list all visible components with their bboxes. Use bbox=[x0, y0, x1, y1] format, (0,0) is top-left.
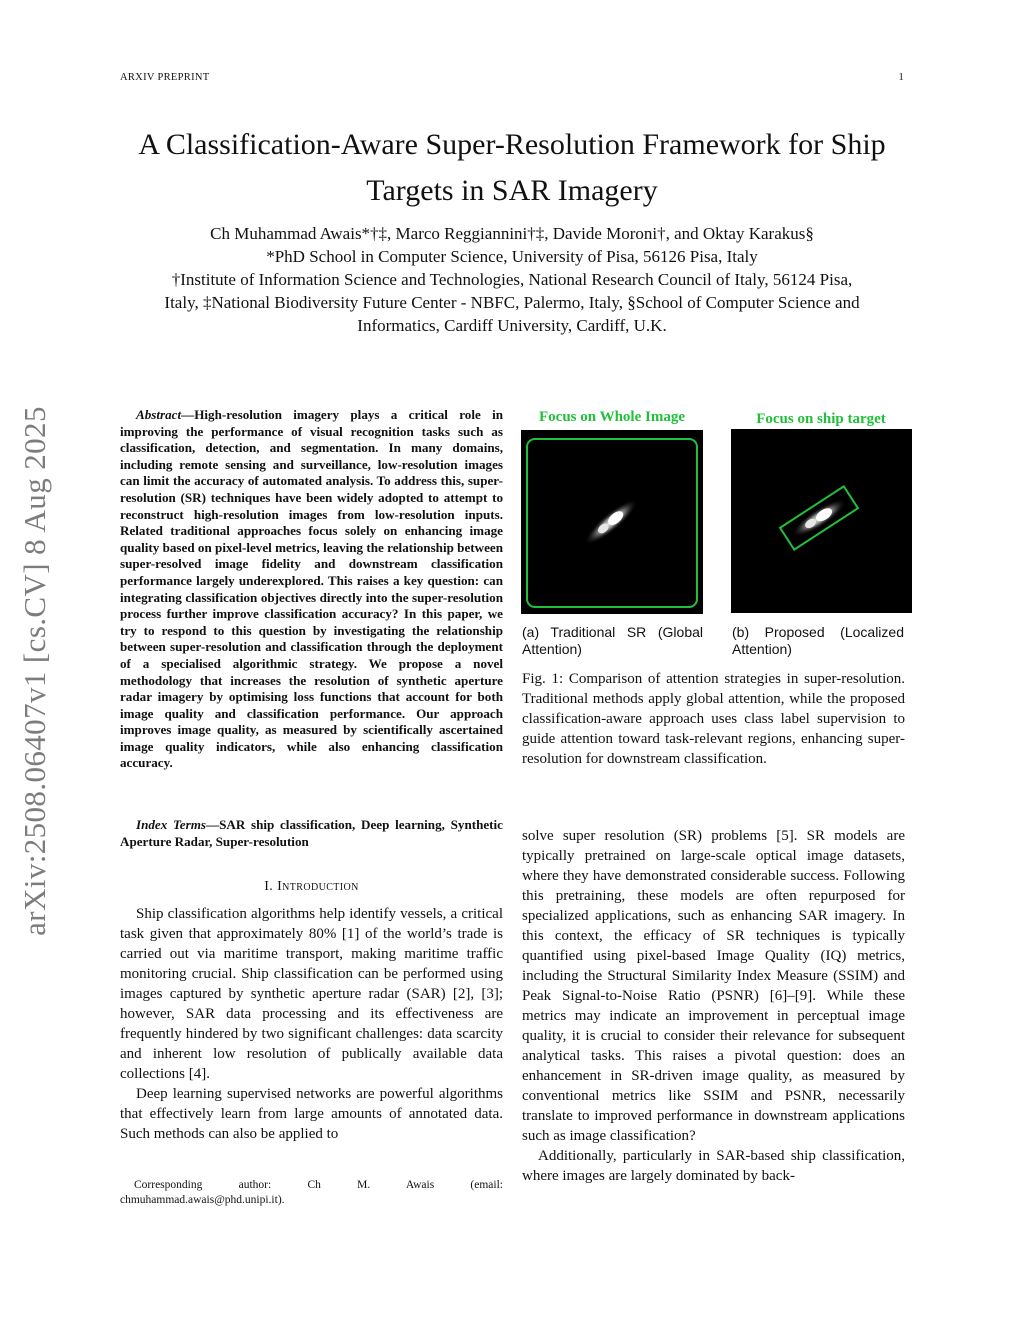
running-title: ARXIV PREPRINT bbox=[120, 72, 210, 83]
paragraph: Ship classification algorithms help identify vessels, a critical task given that approximately 80% [1] of the world’s trade is carried out via maritime transport, making maritime traffic monitoring crucial. Ship classification can be performed using images captured by synthetic aperture radar (SAR) [2], [3]; however, SAR data processing and its effectiveness are frequently hindered by two significant challenges: data scarcity and inherent low resolution of publically available data collections [4]. bbox=[120, 906, 503, 1082]
index-terms bbox=[120, 817, 503, 850]
affiliation-line: *PhD School in Computer Science, University of Pisa, 56126 Pisa, Italy bbox=[266, 247, 758, 266]
affiliation-line: Informatics, Cardiff University, Cardiff, U.K. bbox=[357, 316, 667, 335]
abstract bbox=[120, 407, 503, 772]
section-heading bbox=[120, 879, 503, 895]
author-block bbox=[112, 222, 912, 337]
subcaption-b: (b) Proposed (Localized Attention) bbox=[732, 624, 904, 657]
section-title: Introduction bbox=[277, 879, 359, 894]
sar-image-b bbox=[731, 429, 912, 613]
running-header bbox=[120, 72, 904, 83]
sar-image-a-graphic bbox=[521, 430, 703, 614]
figure-caption: Fig. 1: Comparison of attention strategies in super-resolution. Traditional methods apply global attention, while the proposed classification-aware approach uses class label supervision to guide attention toward task-relevant regions, enhancing super-resolution for downstream classification. bbox=[522, 671, 905, 767]
section-number: I. bbox=[264, 879, 274, 894]
affiliation-line: †Institute of Information Science and Technologies, National Research Council of Italy, 56124 Pisa, bbox=[171, 270, 853, 289]
arxiv-side-label: arXiv:2508.06407v1 [cs.CV] 8 Aug 2025 bbox=[17, 406, 52, 936]
author-names: Ch Muhammad Awais*†‡, Marco Reggiannini†‡, Davide Moroni†, and Oktay Karakus§ bbox=[210, 224, 814, 243]
index-terms-text: —SAR ship classification, Deep learning, Synthetic Aperture Radar, Super-resolution bbox=[120, 817, 503, 849]
sar-image-b-graphic bbox=[731, 429, 912, 613]
figure-panel-a-title: Focus on Whole Image bbox=[539, 409, 685, 425]
right-column-body bbox=[522, 826, 905, 1186]
affiliation-line: Italy, ‡National Biodiversity Future Center - NBFC, Palermo, Italy, §School of Computer Science and bbox=[164, 293, 860, 312]
paper-title: A Classification-Aware Super-Resolution Framework for Ship Targets in SAR Imagery bbox=[138, 128, 886, 207]
sar-image-a bbox=[521, 430, 703, 614]
abstract-label: Abstract bbox=[136, 407, 182, 422]
paragraph: Deep learning supervised networks are powerful algorithms that effectively learn from large amounts of annotated data. Such methods can also be applied to bbox=[120, 1086, 503, 1142]
abstract-text: —High-resolution imagery plays a critical role in improving the performance of visual recognition tasks such as classification, detection, and segmentation. In many domains, including remote sensing and surveillance, low-resolution images can limit the accuracy of automated analysis. To address this, super-resolution (SR) techniques have been widely adopted to attempt to reconstruct high-resolution images from low-resolution inputs. Related traditional approaches focus solely on enhancing image quality based on pixel-level metrics, leaving the relationship between super-resolved image fidelity and downstream classification performance largely underexplored. This raises a key question: can integrating classification objectives directly into the super-resolution process further improve classification accuracy? In this paper, we try to respond to this question by investigating the relationship between super-resolution and classification through the deployment of a specialised algorithmic strategy. We propose a novel methodology that increases the resolution of synthetic aperture radar imagery by optimising loss functions that account for both image quality and classification performance. Our approach improves image quality, as measured by scientifically ascertained image quality indicators, while also enhancing classification accuracy. bbox=[120, 407, 503, 771]
paragraph: Additionally, particularly in SAR-based ship classification, where images are largely dominated by back- bbox=[522, 1148, 905, 1184]
footnote: Corresponding author: Ch M. Awais (email: chmuhammad.awais@phd.unipi.it). bbox=[120, 1179, 503, 1206]
intro-body bbox=[120, 904, 503, 1144]
index-terms-label: Index Terms bbox=[136, 817, 206, 832]
figure-panel-b-title: Focus on ship target bbox=[756, 411, 886, 427]
paragraph: solve super resolution (SR) problems [5]. SR models are typically pretrained on large-scale optical image datasets, where they have demonstrated considerable success. Following this pretraining, these models are often repurposed for specialized applications, such as enhancing SAR imagery. In this context, the efficacy of SR techniques is typically quantified using pixel-based Image Quality (IQ) metrics, including the Structural Similarity Index Measure (SSIM) and Peak Signal-to-Noise Ratio (PSNR) [6]–[9]. While these metrics may indicate an improvement in perceptual image quality, it is crucial to consider their relevance for subsequent analytical tasks. This raises a pivotal question: does an enhancement in SR-driven image quality, as measured by conventional metrics like SSIM and PSNR, necessarily translate to improved performance in downstream applications such as image classification? bbox=[522, 828, 905, 1144]
page-number: 1 bbox=[898, 72, 904, 83]
subcaption-a: (a) Traditional SR (Global Attention) bbox=[522, 624, 703, 657]
